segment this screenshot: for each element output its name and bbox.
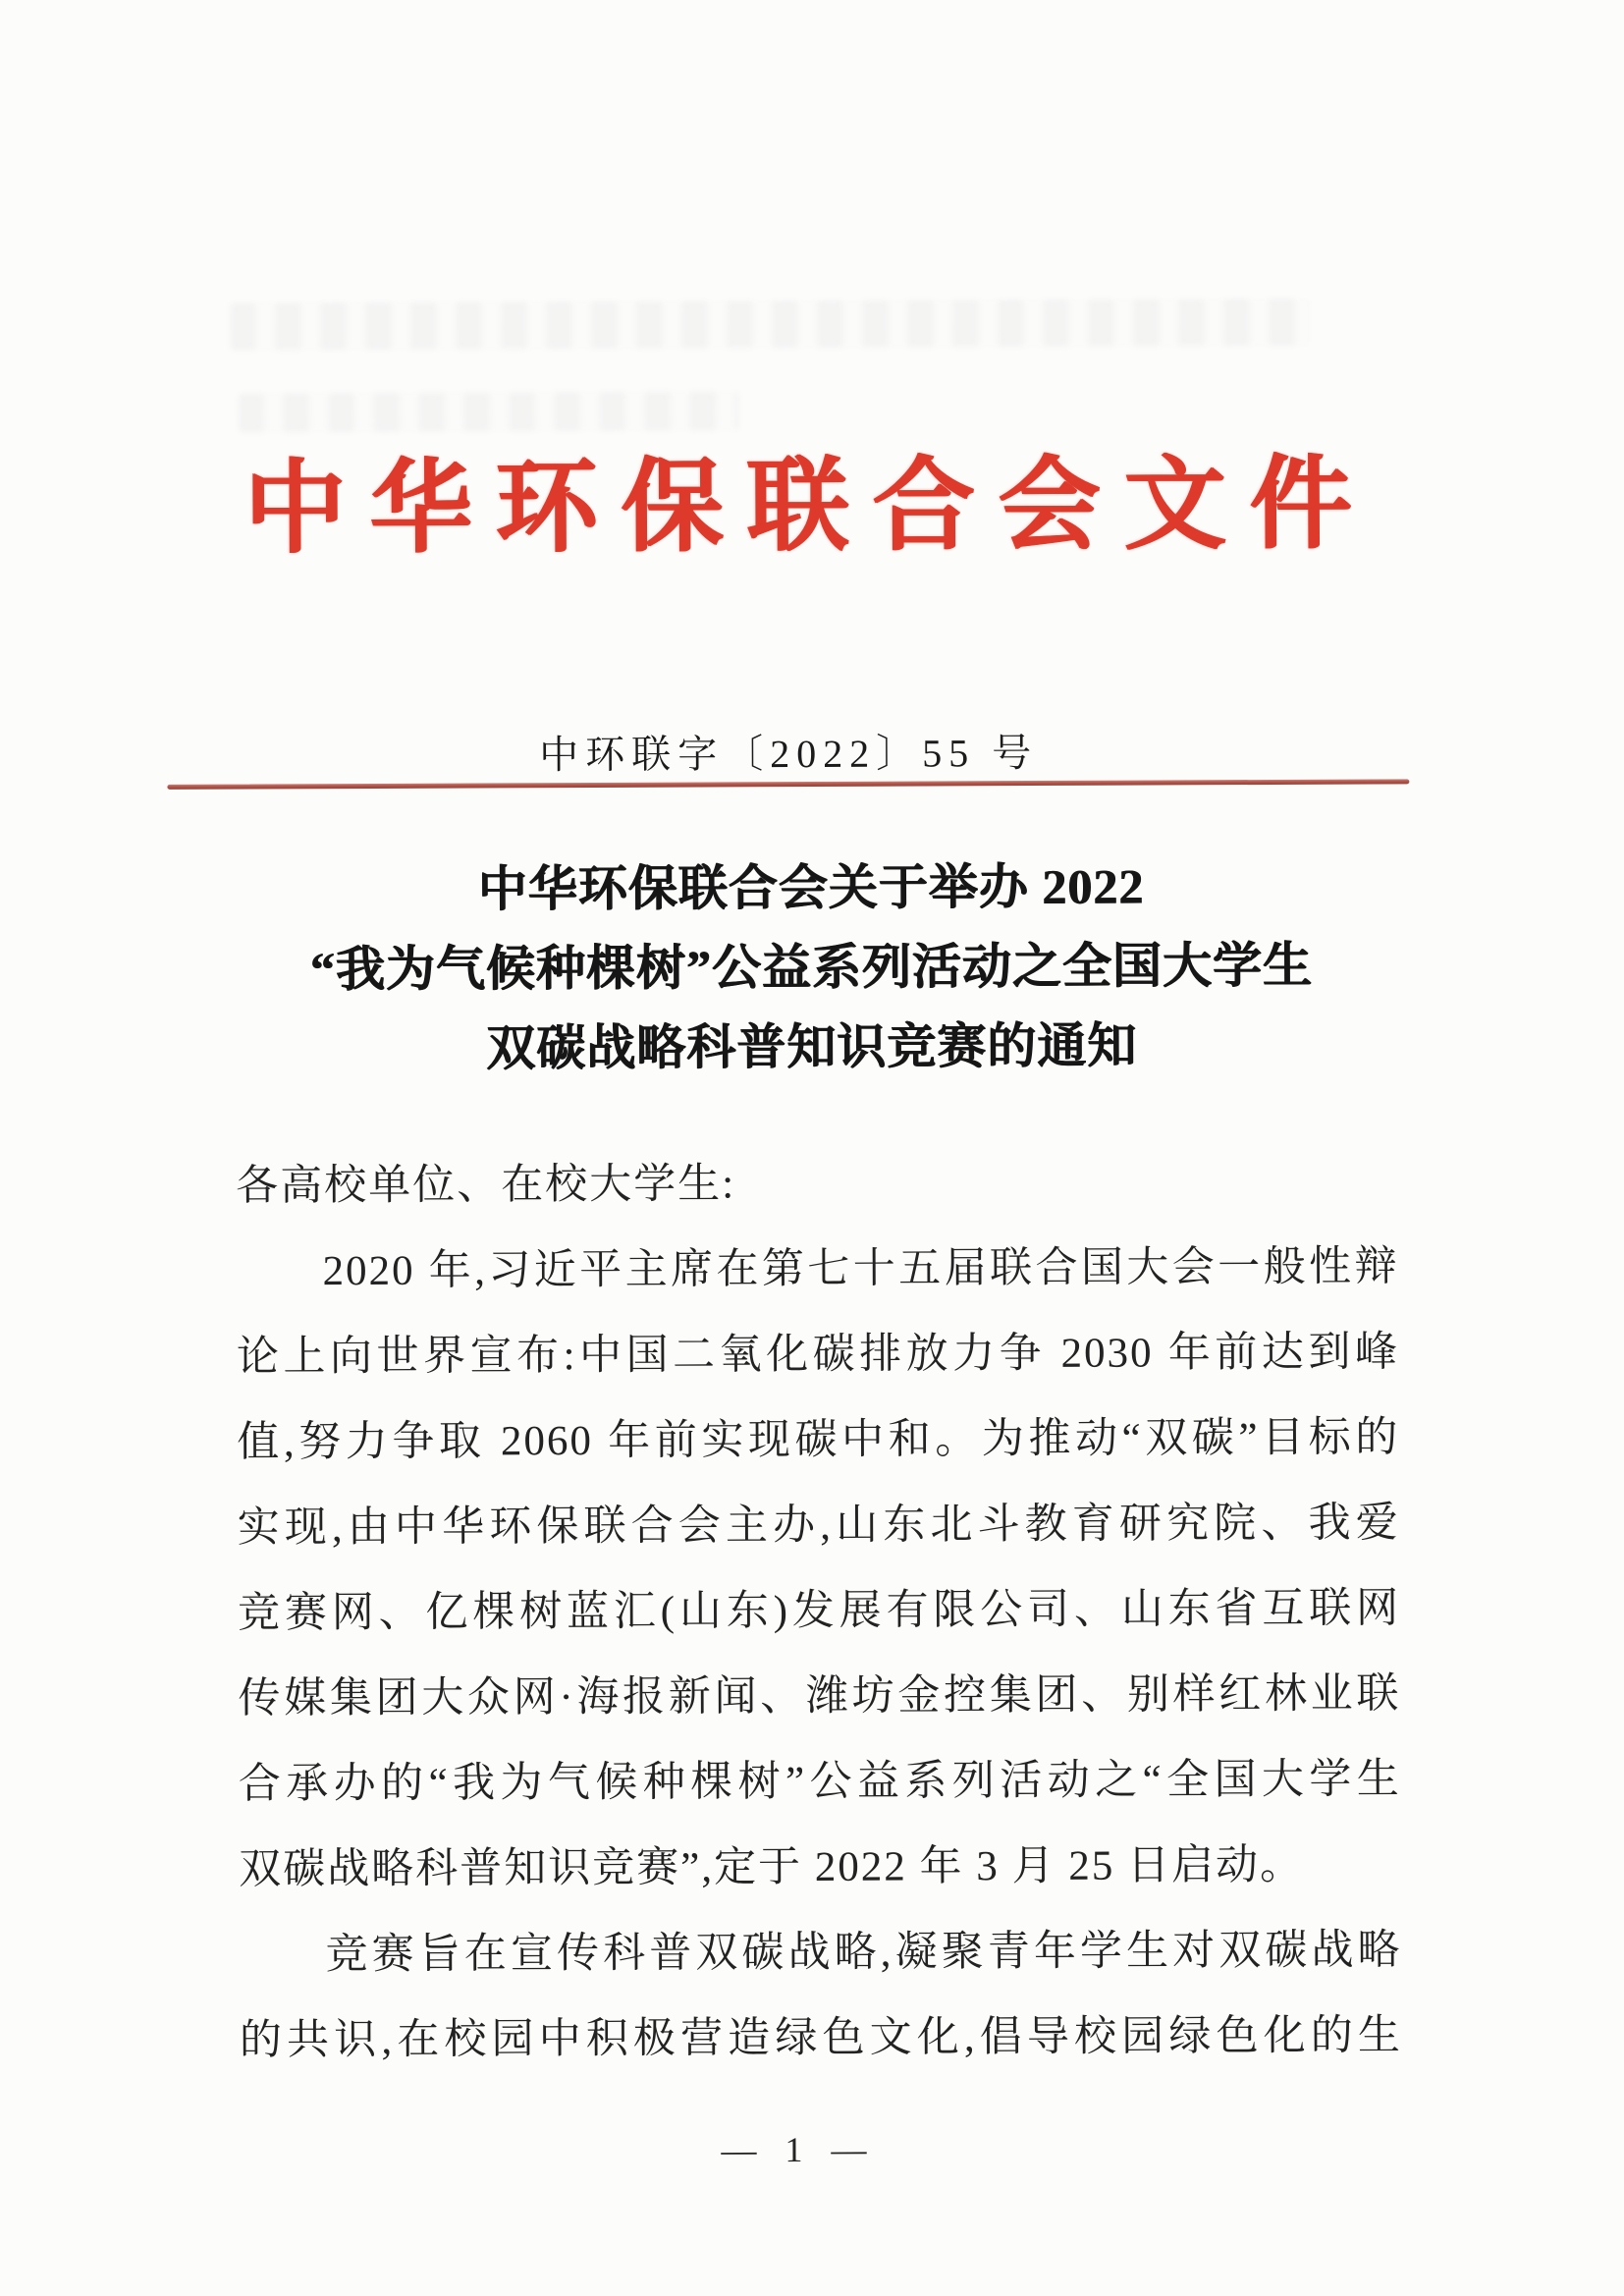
notice-title [0, 845, 1624, 1090]
body-line: 值,努力争取 2060 年前实现碳中和。为推动“双碳”目标的 [237, 1414, 1400, 1466]
page-number: — 1 — [721, 2129, 877, 2170]
red-header-title: 中华环保联合会文件 [243, 448, 1376, 567]
notice-title-line-3: 双碳战略科普知识竞赛的通知 [485, 1017, 1138, 1076]
body-line: 竞赛网、亿棵树蓝汇(山东)发展有限公司、山东省互联网 [237, 1585, 1401, 1637]
doc-number: 中环联字〔2022〕55 号 [539, 730, 1039, 778]
body-line: 竞赛旨在宣传科普双碳战略,凝聚青年学生对双碳战略 [325, 1927, 1402, 1979]
bleed-through-artifact [239, 391, 739, 432]
body-line: 双碳战略科普知识竞赛”,定于 2022 年 3 月 25 日启动。 [239, 1841, 1305, 1893]
notice-title-line-1: 中华环保联合会关于举办 2022 [477, 858, 1145, 917]
body-line: 的共识,在校园中积极营造绿色文化,倡导校园绿色化的生 [239, 2012, 1403, 2064]
salutation-line: 各高校单位、在校大学生: [236, 1161, 736, 1210]
bleed-through-artifact [230, 299, 1310, 351]
document-body [236, 1138, 1402, 2083]
body-line: 2020 年,习近平主席在第七十五届联合国大会一般性辩 [322, 1243, 1399, 1295]
body-line: 实现,由中华环保联合会主办,山东北斗教育研究院、我爱 [237, 1500, 1400, 1552]
body-line: 合承办的“我为气候种棵树”公益系列活动之“全国大学生 [238, 1756, 1401, 1808]
notice-title-line-2: “我为气候种棵树”公益系列活动之全国大学生 [309, 937, 1313, 998]
body-line: 传媒集团大众网·海报新闻、潍坊金控集团、别样红林业联 [238, 1670, 1401, 1722]
body-line: 论上向世界宣布:中国二氧化碳排放力争 2030 年前达到峰 [236, 1329, 1400, 1381]
